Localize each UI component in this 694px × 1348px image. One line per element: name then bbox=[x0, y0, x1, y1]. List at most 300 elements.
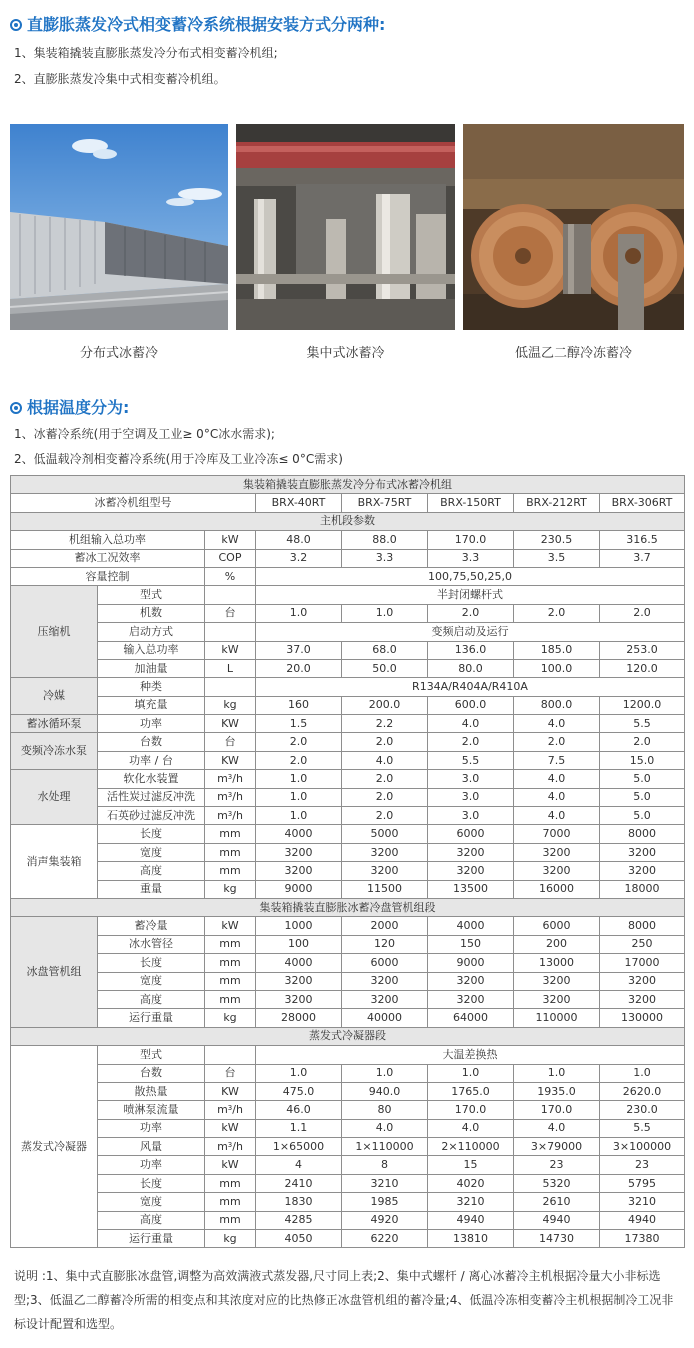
row-unit: COP bbox=[205, 549, 256, 567]
value-cell: 4 bbox=[256, 1156, 342, 1174]
row-label: 功率 bbox=[98, 1119, 205, 1137]
row-label: 宽度 bbox=[98, 972, 205, 990]
value-cell: 4.0 bbox=[514, 788, 600, 806]
row-unit: mm bbox=[205, 825, 256, 843]
value-cell: 4.0 bbox=[514, 770, 600, 788]
table-row bbox=[11, 1230, 685, 1248]
value-cell: 23 bbox=[600, 1156, 685, 1174]
photo-caption-glycol: 低温乙二醇冷冻蓄冷 bbox=[514, 346, 632, 361]
row-label: 型式 bbox=[98, 586, 205, 604]
value-cell: 3200 bbox=[256, 990, 342, 1008]
value-cell: 4.0 bbox=[342, 1119, 428, 1137]
row-unit: $m^3/h$ bbox=[205, 788, 256, 806]
value-cell: 16000 bbox=[514, 880, 600, 898]
value-cell: 14730 bbox=[514, 1230, 600, 1248]
value-cell: 5320 bbox=[514, 1174, 600, 1192]
section-install-title: 直膨胀蒸发冷式相变蓄冷系统根据安装方式分两种: bbox=[10, 12, 385, 35]
main-section-row bbox=[11, 512, 685, 530]
table-row bbox=[11, 1156, 685, 1174]
model-cell: BRX-75RT bbox=[342, 494, 428, 512]
value-cell: 40000 bbox=[342, 1009, 428, 1027]
value-cell: 3×79000 bbox=[514, 1138, 600, 1156]
row-label: 宽度 bbox=[98, 1193, 205, 1211]
row-label: 输入总功率 bbox=[98, 641, 205, 659]
row-unit: 台 bbox=[205, 604, 256, 622]
value-cell: 3.0 bbox=[428, 788, 514, 806]
value-cell: 940.0 bbox=[342, 1082, 428, 1100]
value-cell: 1.0 bbox=[428, 1064, 514, 1082]
value-cell: 3200 bbox=[256, 843, 342, 861]
install-type-1: 1、集装箱撬装直膨胀蒸发冷分布式相变蓄冷机组; bbox=[14, 46, 278, 60]
value-cell: 1.5 bbox=[256, 715, 342, 733]
condenser-section-row bbox=[11, 1027, 685, 1045]
value-cell: 2.0 bbox=[256, 733, 342, 751]
bullet-circle-icon bbox=[10, 402, 22, 414]
table-row bbox=[11, 659, 685, 677]
value-cell: 3200 bbox=[600, 862, 685, 880]
table-row bbox=[11, 1211, 685, 1229]
row-label: 软化水装置 bbox=[98, 770, 205, 788]
row-unit bbox=[205, 1046, 256, 1064]
model-label: 冰蓄冷机组型号 bbox=[11, 494, 256, 512]
value-cell: 100.0 bbox=[514, 659, 600, 677]
value-cell: 475.0 bbox=[256, 1082, 342, 1100]
row-unit: % bbox=[205, 567, 256, 585]
value-cell: 2.0 bbox=[342, 788, 428, 806]
row-label: 活性炭过滤反冲洗 bbox=[98, 788, 205, 806]
row-label: 散热量 bbox=[98, 1082, 205, 1100]
value-cell: 1.0 bbox=[256, 1064, 342, 1082]
row-label: 运行重量 bbox=[98, 1230, 205, 1248]
table-row bbox=[11, 954, 685, 972]
row-unit: mm bbox=[205, 1211, 256, 1229]
value-cell: 17380 bbox=[600, 1230, 685, 1248]
row-unit: kg bbox=[205, 1230, 256, 1248]
table-row bbox=[11, 751, 685, 769]
footnote: 说明 :1、集中式直膨胀冰盘管,调整为高效满液式蒸发器,尺寸同上表;2、集中式螺杆 / 离心冰蓄冷主机根据冷量大小非标选型;3、低温乙二醇蓄冷所需的相变点和其浓度对应的比热修正冰盘管机组的蓄冷量;4、低温冷冻相变蓄冷主机根据制冷工况非标设计配置和选型。 bbox=[14, 1269, 674, 1331]
row-unit: mm bbox=[205, 935, 256, 953]
value-cell: 23 bbox=[514, 1156, 600, 1174]
row-label: 高度 bbox=[98, 1211, 205, 1229]
value-cell: 253.0 bbox=[600, 641, 685, 659]
table-row bbox=[11, 1174, 685, 1192]
value-cell: 120.0 bbox=[600, 659, 685, 677]
model-cell: BRX-40RT bbox=[256, 494, 342, 512]
row-unit: L bbox=[205, 659, 256, 677]
row-label: 台数 bbox=[98, 1064, 205, 1082]
value-cell: 2.0 bbox=[514, 733, 600, 751]
value-cell: 200 bbox=[514, 935, 600, 953]
value-cell: 170.0 bbox=[428, 1101, 514, 1119]
value-cell: 3.2 bbox=[256, 549, 342, 567]
table-row bbox=[11, 972, 685, 990]
span-value-cell: 大温差换热 bbox=[256, 1046, 685, 1064]
model-cell: BRX-306RT bbox=[600, 494, 685, 512]
value-cell: 64000 bbox=[428, 1009, 514, 1027]
pipe-room-photo bbox=[236, 124, 455, 330]
value-cell: 3200 bbox=[514, 972, 600, 990]
value-cell: 1765.0 bbox=[428, 1082, 514, 1100]
table-row bbox=[11, 1138, 685, 1156]
group-label: 压缩机 bbox=[11, 586, 98, 678]
table-row bbox=[11, 715, 685, 733]
row-unit: $m^3/h$ bbox=[205, 1101, 256, 1119]
value-cell: 200.0 bbox=[342, 696, 428, 714]
value-cell: 3200 bbox=[600, 972, 685, 990]
table-row bbox=[11, 1064, 685, 1082]
table-row bbox=[11, 917, 685, 935]
table-row bbox=[11, 1193, 685, 1211]
value-cell: 230.5 bbox=[514, 531, 600, 549]
value-cell: 1985 bbox=[342, 1193, 428, 1211]
row-label: 蓄冷量 bbox=[98, 917, 205, 935]
value-cell: 4.0 bbox=[428, 1119, 514, 1137]
value-cell: 11500 bbox=[342, 880, 428, 898]
table-row bbox=[11, 1009, 685, 1027]
value-cell: 17000 bbox=[600, 954, 685, 972]
value-cell: 800.0 bbox=[514, 696, 600, 714]
value-cell: 3200 bbox=[600, 843, 685, 861]
value-cell: 1.0 bbox=[256, 770, 342, 788]
value-cell: 5.5 bbox=[600, 715, 685, 733]
value-cell: 3.3 bbox=[342, 549, 428, 567]
row-unit: mm bbox=[205, 972, 256, 990]
value-cell: 48.0 bbox=[256, 531, 342, 549]
value-cell: 4.0 bbox=[428, 715, 514, 733]
value-cell: 250 bbox=[600, 935, 685, 953]
value-cell: 2.0 bbox=[600, 733, 685, 751]
row-unit: $m^3/h$ bbox=[205, 1138, 256, 1156]
row-label: 填充量 bbox=[98, 696, 205, 714]
value-cell: 3200 bbox=[600, 990, 685, 1008]
value-cell: 100 bbox=[256, 935, 342, 953]
value-cell: 50.0 bbox=[342, 659, 428, 677]
table-row bbox=[11, 788, 685, 806]
value-cell: 88.0 bbox=[342, 531, 428, 549]
value-cell: 5795 bbox=[600, 1174, 685, 1192]
value-cell: 3200 bbox=[514, 990, 600, 1008]
table-row bbox=[11, 862, 685, 880]
value-cell: 230.0 bbox=[600, 1101, 685, 1119]
main-section-title: 主机段参数 bbox=[11, 512, 685, 530]
row-label: 台数 bbox=[98, 733, 205, 751]
value-cell: 1×65000 bbox=[256, 1138, 342, 1156]
value-cell: 15 bbox=[428, 1156, 514, 1174]
value-cell: 1830 bbox=[256, 1193, 342, 1211]
value-cell: 2.2 bbox=[342, 715, 428, 733]
row-unit: kW bbox=[205, 1156, 256, 1174]
table-row bbox=[11, 770, 685, 788]
span-value-cell: 半封闭螺杆式 bbox=[256, 586, 685, 604]
temperature-type-1: 1、冰蓄冷系统(用于空调及工业≥ 0°C冰水需求); bbox=[14, 427, 275, 441]
photo-caption-centralized: 集中式冰蓄冷 bbox=[306, 346, 385, 361]
value-cell: 2000 bbox=[342, 917, 428, 935]
value-cell: 316.5 bbox=[600, 531, 685, 549]
table-row bbox=[11, 549, 685, 567]
value-cell: 68.0 bbox=[342, 641, 428, 659]
value-cell: 2.0 bbox=[342, 733, 428, 751]
row-label: 功率 bbox=[98, 1156, 205, 1174]
value-cell: 160 bbox=[256, 696, 342, 714]
value-cell: 80.0 bbox=[428, 659, 514, 677]
value-cell: 600.0 bbox=[428, 696, 514, 714]
row-unit: mm bbox=[205, 954, 256, 972]
row-unit: kg bbox=[205, 880, 256, 898]
value-cell: 13000 bbox=[514, 954, 600, 972]
value-cell: 4000 bbox=[428, 917, 514, 935]
value-cell: 185.0 bbox=[514, 641, 600, 659]
value-cell: 20.0 bbox=[256, 659, 342, 677]
value-cell: 2×110000 bbox=[428, 1138, 514, 1156]
row-unit: KW bbox=[205, 715, 256, 733]
table-row bbox=[11, 623, 685, 641]
coil-section-title: 集装箱撬装直膨胀冰蓄冷盘管机组段 bbox=[11, 898, 685, 916]
table-row bbox=[11, 825, 685, 843]
value-cell: 170.0 bbox=[514, 1101, 600, 1119]
value-cell: 3200 bbox=[256, 972, 342, 990]
value-cell: 7000 bbox=[514, 825, 600, 843]
value-cell: 9000 bbox=[428, 954, 514, 972]
row-label: 机组输入总功率 bbox=[11, 531, 205, 549]
section-temperature-title: 根据温度分为: bbox=[10, 395, 129, 418]
value-cell: 1.0 bbox=[256, 604, 342, 622]
value-cell: 6000 bbox=[514, 917, 600, 935]
value-cell: 1000 bbox=[256, 917, 342, 935]
bullet-circle-icon bbox=[10, 19, 22, 31]
value-cell: 3.3 bbox=[428, 549, 514, 567]
row-label: 喷淋泵流量 bbox=[98, 1101, 205, 1119]
value-cell: 8000 bbox=[600, 825, 685, 843]
value-cell: 18000 bbox=[600, 880, 685, 898]
value-cell: 120 bbox=[342, 935, 428, 953]
temperature-type-2: 2、低温载冷剂相变蓄冷系统(用于冷库及工业冷冻≤ 0°C需求) bbox=[14, 452, 343, 466]
value-cell: 2.0 bbox=[600, 604, 685, 622]
value-cell: 2.0 bbox=[342, 770, 428, 788]
row-unit: kg bbox=[205, 1009, 256, 1027]
value-cell: 1935.0 bbox=[514, 1082, 600, 1100]
value-cell: 150 bbox=[428, 935, 514, 953]
group-label: 蒸发式冷凝器 bbox=[11, 1046, 98, 1248]
table-row bbox=[11, 1082, 685, 1100]
row-label: 加油量 bbox=[98, 659, 205, 677]
value-cell: 2.0 bbox=[428, 604, 514, 622]
value-cell: 3200 bbox=[342, 990, 428, 1008]
row-label: 型式 bbox=[98, 1046, 205, 1064]
value-cell: 3200 bbox=[342, 972, 428, 990]
row-label: 石英砂过滤反冲洗 bbox=[98, 807, 205, 825]
value-cell: 4.0 bbox=[514, 715, 600, 733]
table-row bbox=[11, 1119, 685, 1137]
value-cell: 8 bbox=[342, 1156, 428, 1174]
value-cell: 1.0 bbox=[342, 1064, 428, 1082]
group-label: 冷媒 bbox=[11, 678, 98, 715]
row-label: 功率 / 台 bbox=[98, 751, 205, 769]
value-cell: 3.0 bbox=[428, 770, 514, 788]
value-cell: 3.0 bbox=[428, 807, 514, 825]
row-unit: KW bbox=[205, 751, 256, 769]
value-cell: 110000 bbox=[514, 1009, 600, 1027]
value-cell: 2.0 bbox=[256, 751, 342, 769]
value-cell: 6000 bbox=[428, 825, 514, 843]
model-cell: BRX-150RT bbox=[428, 494, 514, 512]
table-row bbox=[11, 880, 685, 898]
value-cell: 4940 bbox=[428, 1211, 514, 1229]
value-cell: 5000 bbox=[342, 825, 428, 843]
value-cell: 3200 bbox=[428, 862, 514, 880]
span-value-cell: 100,75,50,25,0 bbox=[256, 567, 685, 585]
value-cell: 5.0 bbox=[600, 770, 685, 788]
value-cell: 5.0 bbox=[600, 788, 685, 806]
row-unit bbox=[205, 623, 256, 641]
value-cell: 7.5 bbox=[514, 751, 600, 769]
row-unit: mm bbox=[205, 990, 256, 1008]
value-cell: 13810 bbox=[428, 1230, 514, 1248]
spec-table bbox=[10, 475, 685, 1248]
table-row bbox=[11, 733, 685, 751]
row-unit bbox=[205, 586, 256, 604]
value-cell: 3210 bbox=[428, 1193, 514, 1211]
value-cell: 3.7 bbox=[600, 549, 685, 567]
table-row bbox=[11, 641, 685, 659]
row-label: 容量控制 bbox=[11, 567, 205, 585]
value-cell: 3200 bbox=[342, 862, 428, 880]
row-label: 机数 bbox=[98, 604, 205, 622]
row-unit: mm bbox=[205, 1193, 256, 1211]
value-cell: 2.0 bbox=[428, 733, 514, 751]
value-cell: 4000 bbox=[256, 954, 342, 972]
coil-section-row bbox=[11, 898, 685, 916]
row-label: 蓄冰工况效率 bbox=[11, 549, 205, 567]
value-cell: 4920 bbox=[342, 1211, 428, 1229]
group-label: 消声集装箱 bbox=[11, 825, 98, 899]
rooftop-units-photo bbox=[10, 124, 228, 330]
value-cell: 3200 bbox=[428, 990, 514, 1008]
value-cell: 3210 bbox=[342, 1174, 428, 1192]
span-value-cell: 变频启动及运行 bbox=[256, 623, 685, 641]
table-row bbox=[11, 843, 685, 861]
value-cell: 3200 bbox=[514, 862, 600, 880]
value-cell: 1.0 bbox=[342, 604, 428, 622]
value-cell: 2410 bbox=[256, 1174, 342, 1192]
value-cell: 1200.0 bbox=[600, 696, 685, 714]
row-unit: mm bbox=[205, 862, 256, 880]
value-cell: 1.0 bbox=[256, 807, 342, 825]
value-cell: 3×100000 bbox=[600, 1138, 685, 1156]
table-row bbox=[11, 1101, 685, 1119]
group-label: 变频冷冻水泵 bbox=[11, 733, 98, 770]
row-label: 高度 bbox=[98, 862, 205, 880]
row-unit: kW bbox=[205, 531, 256, 549]
value-cell: 170.0 bbox=[428, 531, 514, 549]
value-cell: 4285 bbox=[256, 1211, 342, 1229]
value-cell: 4940 bbox=[600, 1211, 685, 1229]
value-cell: 4020 bbox=[428, 1174, 514, 1192]
value-cell: 1.1 bbox=[256, 1119, 342, 1137]
value-cell: 80 bbox=[342, 1101, 428, 1119]
value-cell: 4000 bbox=[256, 825, 342, 843]
value-cell: 37.0 bbox=[256, 641, 342, 659]
table-title: 集装箱撬装直膨胀蒸发冷分布式冰蓄冷机组 bbox=[11, 476, 685, 494]
value-cell: 1.0 bbox=[514, 1064, 600, 1082]
row-unit: kW bbox=[205, 1119, 256, 1137]
group-label: 冰盘管机组 bbox=[11, 917, 98, 1027]
table-row bbox=[11, 567, 685, 585]
row-label: 长度 bbox=[98, 825, 205, 843]
value-cell: 4.0 bbox=[514, 1119, 600, 1137]
group-label: 蓄冰循环泵 bbox=[11, 715, 98, 733]
value-cell: 3200 bbox=[428, 843, 514, 861]
row-unit: kg bbox=[205, 696, 256, 714]
table-row bbox=[11, 678, 685, 696]
photo-caption-distributed: 分布式冰蓄冷 bbox=[79, 346, 158, 361]
value-cell: 28000 bbox=[256, 1009, 342, 1027]
row-unit: $m^3/h$ bbox=[205, 807, 256, 825]
value-cell: 2620.0 bbox=[600, 1082, 685, 1100]
row-unit: mm bbox=[205, 1174, 256, 1192]
value-cell: 2.0 bbox=[514, 604, 600, 622]
value-cell: 46.0 bbox=[256, 1101, 342, 1119]
value-cell: 6220 bbox=[342, 1230, 428, 1248]
value-cell: 1×110000 bbox=[342, 1138, 428, 1156]
value-cell: 5.5 bbox=[428, 751, 514, 769]
value-cell: 1.0 bbox=[600, 1064, 685, 1082]
value-cell: 6000 bbox=[342, 954, 428, 972]
table-row bbox=[11, 604, 685, 622]
value-cell: 4.0 bbox=[342, 751, 428, 769]
table-row bbox=[11, 696, 685, 714]
row-unit: kW bbox=[205, 641, 256, 659]
span-value-cell: R134A/R404A/R410A bbox=[256, 678, 685, 696]
value-cell: 3210 bbox=[600, 1193, 685, 1211]
value-cell: 5.0 bbox=[600, 807, 685, 825]
table-row bbox=[11, 1046, 685, 1064]
row-label: 风量 bbox=[98, 1138, 205, 1156]
group-label: 水处理 bbox=[11, 770, 98, 825]
value-cell: 130000 bbox=[600, 1009, 685, 1027]
row-label: 宽度 bbox=[98, 843, 205, 861]
row-unit bbox=[205, 678, 256, 696]
row-label: 运行重量 bbox=[98, 1009, 205, 1027]
model-cell: BRX-212RT bbox=[514, 494, 600, 512]
row-label: 长度 bbox=[98, 954, 205, 972]
table-row bbox=[11, 531, 685, 549]
value-cell: 4050 bbox=[256, 1230, 342, 1248]
value-cell: 9000 bbox=[256, 880, 342, 898]
value-cell: 3200 bbox=[428, 972, 514, 990]
row-unit: $m^3/h$ bbox=[205, 770, 256, 788]
row-unit: KW bbox=[205, 1082, 256, 1100]
table-row bbox=[11, 586, 685, 604]
value-cell: 136.0 bbox=[428, 641, 514, 659]
rusty-tanks-photo bbox=[463, 124, 684, 330]
row-label: 重量 bbox=[98, 880, 205, 898]
table-row bbox=[11, 990, 685, 1008]
value-cell: 15.0 bbox=[600, 751, 685, 769]
value-cell: 3200 bbox=[342, 843, 428, 861]
table-row bbox=[11, 807, 685, 825]
value-cell: 4940 bbox=[514, 1211, 600, 1229]
value-cell: 8000 bbox=[600, 917, 685, 935]
row-label: 长度 bbox=[98, 1174, 205, 1192]
table-row bbox=[11, 935, 685, 953]
value-cell: 13500 bbox=[428, 880, 514, 898]
row-unit: mm bbox=[205, 843, 256, 861]
table-title-row bbox=[11, 476, 685, 494]
value-cell: 3200 bbox=[256, 862, 342, 880]
value-cell: 3200 bbox=[514, 843, 600, 861]
value-cell: 4.0 bbox=[514, 807, 600, 825]
value-cell: 2.0 bbox=[342, 807, 428, 825]
